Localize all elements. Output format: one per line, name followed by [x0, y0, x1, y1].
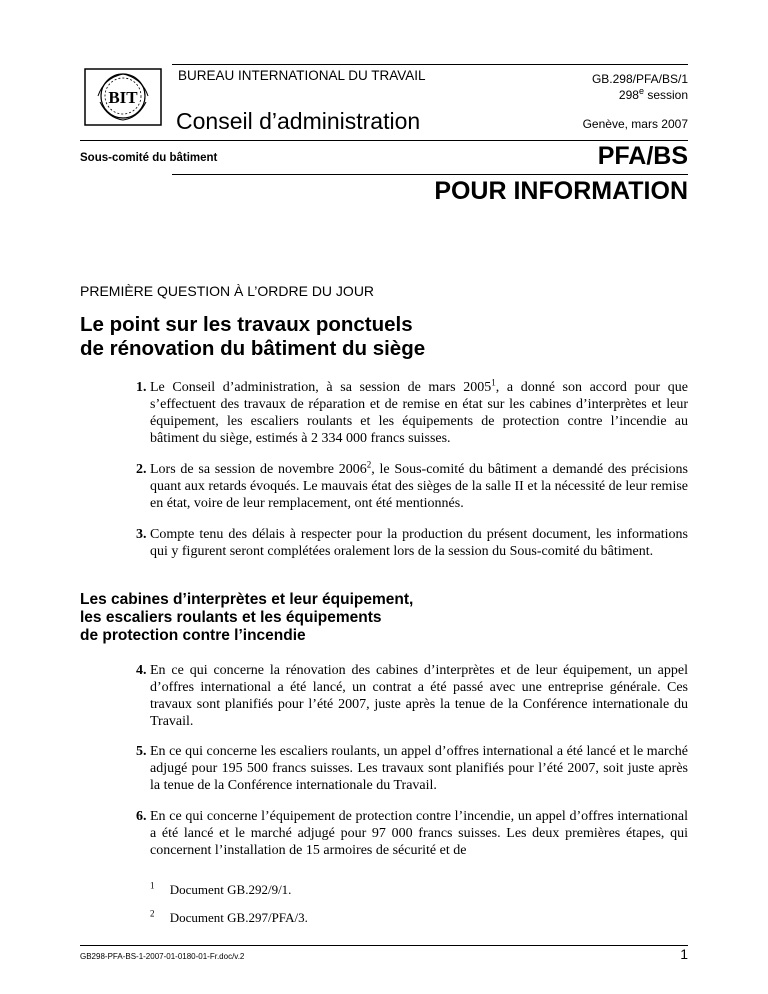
paragraph-text: Lors de sa session de novembre 2006 [150, 462, 367, 477]
agenda-item: PREMIÈRE QUESTION À L’ORDRE DU JOUR [80, 283, 375, 299]
footnote-text: Document GB.292/9/1. [169, 882, 292, 897]
session-superscript: e [638, 86, 644, 96]
committee-name: Sous-comité du bâtiment [80, 152, 218, 164]
document-title [80, 313, 425, 361]
section-heading-line: les escaliers roulants et les équipements [80, 609, 382, 626]
header-top-rule [172, 64, 688, 65]
paragraph-number: 6. [136, 809, 147, 824]
logo-text: BIT [108, 88, 138, 107]
footer-filename: GB298-PFA-BS-1-2007-01-0180-01-Fr.doc/v.2 [80, 952, 245, 961]
section-heading [80, 591, 413, 645]
header-bottom-rule [172, 174, 688, 175]
paragraph-text: , a donné son accord pour que s’effectuent des travaux de réparation et de remise en état sur les cabines d’interprètes et leur équipement, les escaliers roulants et les équipements de protection contre l’incendie au bâtiment du siège, estimés à 2 334 000 francs suisses. [150, 380, 688, 446]
title-line: de rénovation du bâtiment du siège [80, 337, 426, 360]
paragraph-text: En ce qui concerne la rénovation des cabines d’interprètes et de leur équipement, un appel d’offres international a été lancé, un contrat a été passé avec une entreprise générale. Ces travaux sont planifiés pour l’été 2007, juste après la tenue de la Conférence internationale du Travail. [150, 663, 688, 729]
footnote-1 [150, 882, 291, 898]
footnote-number: 2 [150, 908, 155, 919]
footnote-text: Document GB.297/PFA/3. [169, 910, 308, 925]
footnote-2 [150, 910, 308, 926]
paragraph-text: , le Sous-comité du bâtiment a demandé des précisions quant aux retards évoqués. Le mauvais état des sièges de la salle II et la nécessité de leur remise en état, voire de leur remplacement, ont été mentionnés. [150, 462, 688, 511]
footer-rule [80, 945, 688, 946]
paragraph-6 [136, 808, 688, 859]
section-heading-line: Les cabines d’interprètes et leur équipement, [80, 591, 414, 608]
paragraph-text: En ce qui concerne les escaliers roulants, un appel d’offres international a été lancé et le marché adjugé pour 195 500 francs suisses. Les travaux sont planifiés pour l’été 2007, soit juste après la tenue de la Conférence internationale du Travail. [150, 744, 688, 793]
ilo-logo [84, 68, 162, 126]
title-line: Le point sur les travaux ponctuels [80, 313, 413, 336]
place-date: Genève, mars 2007 [582, 117, 688, 131]
purpose-label: POUR INFORMATION [434, 177, 688, 205]
paragraph-number: 4. [136, 663, 147, 678]
org-name: BUREAU INTERNATIONAL DU TRAVAIL [178, 68, 426, 83]
document-code: PFA/BS [597, 142, 688, 170]
paragraph-text: Compte tenu des délais à respecter pour la production du présent document, les informations qui y figurent seront complétées oralement lors de la session du Sous-comité du bâtiment. [150, 527, 688, 559]
section-heading-line: de protection contre l’incendie [80, 627, 306, 644]
session-number: 298 [618, 88, 639, 102]
paragraph-number: 5. [136, 744, 147, 759]
paragraph-text: En ce qui concerne l’équipement de protection contre l’incendie, un appel d’offres international a été lancé et le marché adjugé pour 97 000 francs suisses. Les deux premières étapes, qui concernent l’installation de 15 armoires de sécurité et de [150, 809, 688, 858]
paragraph-number: 2. [136, 462, 147, 477]
paragraph-3 [136, 526, 688, 560]
paragraph-number: 3. [136, 527, 147, 542]
session-word: session [647, 88, 688, 102]
paragraph-2 [136, 459, 688, 512]
doc-reference: GB.298/PFA/BS/1 [591, 72, 688, 86]
governing-body-title: Conseil d’administration [176, 108, 421, 134]
paragraph-4 [136, 662, 688, 730]
footnote-number: 1 [150, 880, 155, 891]
paragraph-number: 1. [136, 380, 147, 395]
paragraph-5 [136, 743, 688, 794]
footnote-ref: 2 [366, 459, 372, 470]
footnote-ref: 1 [491, 377, 496, 388]
page-number: 1 [680, 946, 688, 962]
paragraph-text: Le Conseil d’administration, à sa session de mars 2005 [150, 380, 492, 395]
header-mid-rule [80, 140, 688, 141]
paragraph-1 [136, 377, 688, 447]
session-label [619, 88, 688, 102]
